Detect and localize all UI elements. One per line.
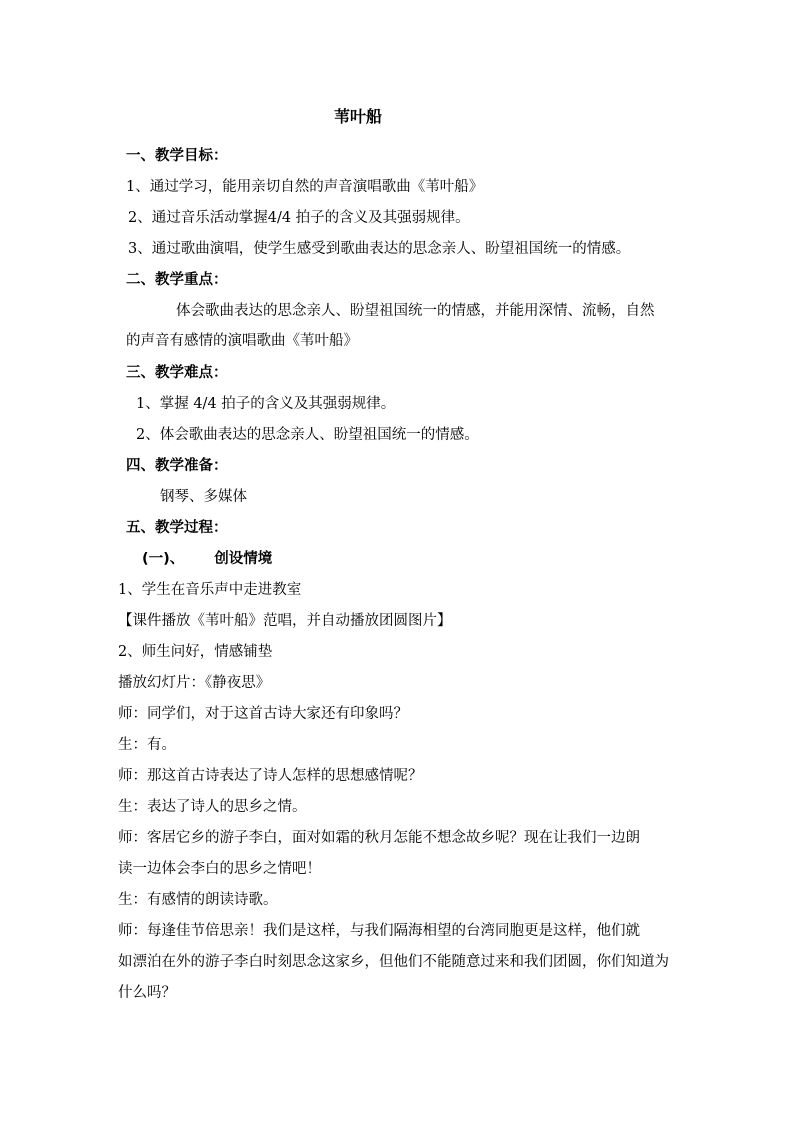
section-heading-difficulties: 三、教学难点： (126, 365, 228, 381)
section-heading-key-points: 二、教学重点： (126, 272, 228, 288)
process-line: 播放幻灯片：《静夜思》 (118, 675, 271, 691)
section-heading-preparation: 四、教学准备： (126, 458, 228, 474)
process-line: 生：表达了诗人的思乡之情。 (118, 799, 307, 815)
process-line: 读一边体会李白的思乡之情吧！ (118, 861, 321, 877)
section-heading-objectives: 一、教学目标： (126, 148, 228, 164)
objective-item-1: 1、通过学习，能用亲切自然的声音演唱歌曲《苇叶船》 (126, 179, 484, 195)
sub-heading-text: 创设情境 (214, 551, 273, 567)
process-line: 师：同学们，对于这首古诗大家还有印象吗？ (118, 706, 408, 722)
sub-heading-number: (一)、 (142, 551, 185, 567)
process-line: 师：每逢佳节倍思亲！我们是这样，与我们隔海相望的台湾同胞更是这样，他们就 (118, 923, 640, 939)
sub-heading-scene (142, 549, 272, 569)
process-line: 如漂泊在外的游子李白时刻思念这家乡，但他们不能随意过来和我们团圆，你们知道为 (118, 954, 669, 970)
process-line: 什么吗？ (118, 985, 176, 1001)
process-line: 【课件播放《苇叶船》范唱，并自动播放团圆图片】 (118, 613, 452, 629)
process-line: 生：有。 (118, 737, 176, 753)
process-line: 生：有感情的朗读诗歌。 (118, 892, 278, 908)
objective-item-2: 2、通过音乐活动掌握4/4 拍子的含义及其强弱规律。 (128, 210, 470, 226)
key-points-line-1: 体会歌曲表达的思念亲人、盼望祖国统一的情感，并能用深情、流畅，自然 (176, 303, 655, 319)
process-line: 1、学生在音乐声中走进教室 (118, 582, 302, 598)
objective-item-3: 3、通过歌曲演唱，使学生感受到歌曲表达的思念亲人、盼望祖国统一的情感。 (128, 241, 631, 257)
key-points-line-2: 的声音有感情的演唱歌曲《苇叶船》 (126, 333, 358, 349)
difficulty-item-2: 2、体会歌曲表达的思念亲人、盼望祖国统一的情感。 (136, 427, 479, 443)
process-line: 师：那这首古诗表达了诗人怎样的思想感情呢？ (118, 768, 423, 784)
process-line: 2、师生问好，情感铺垫 (118, 644, 273, 660)
process-line: 师：客居它乡的游子李白，面对如霜的秋月怎能不想念故乡呢？现在让我们一边朗 (118, 830, 640, 846)
page-title: 苇叶船 (333, 107, 382, 126)
preparation-text: 钢琴、多媒体 (160, 489, 247, 505)
section-heading-process: 五、教学过程： (126, 520, 228, 536)
difficulty-item-1: 1、掌握 4/4 拍子的含义及其强弱规律。 (136, 396, 396, 412)
